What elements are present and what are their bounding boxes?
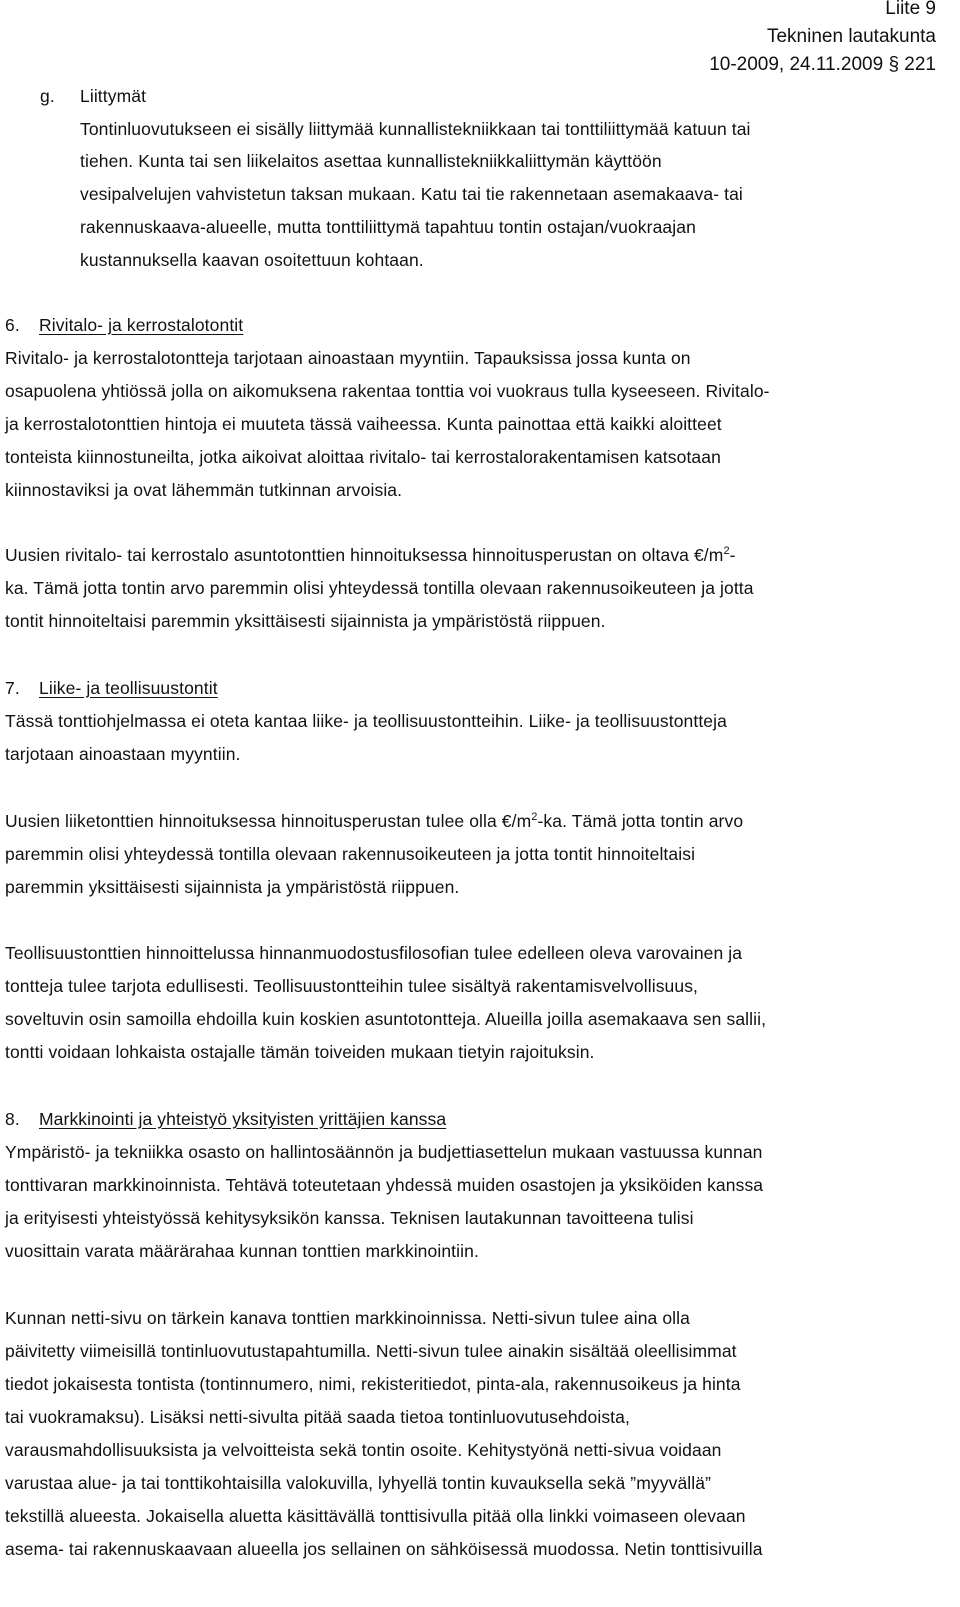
text-line: tontit hinnoiteltaisi paremmin yksittäisesti sijainnista ja ympäristöstä riippuen. [5,611,606,631]
text-line: Ympäristö- ja tekniikka osasto on hallintosäännön ja budjettiasettelun mukaan vastuussa kunnan [5,1142,763,1162]
section-8-heading [5,1107,446,1131]
text-fragment: -ka. Tämä jotta tontin arvo [537,811,744,831]
text-line: tekstillä alueesta. Jokaisella aluetta käsittävällä tonttisivulla pitää olla linkki voimaseen olevaan [5,1506,746,1526]
text-line: osapuolena yhtiössä jolla on aikomuksena rakentaa tonttia voi vuokraus tulla kyseeseen. Rivitalo- [5,381,770,401]
text-line: ja kerrostalotonttien hintoja ei muuteta tässä vaiheessa. Kunta painottaa että kaikki aloitteet [5,414,722,434]
appendix-label: Liite 9 [885,0,936,19]
text-line: tonttivaran markkinoinnista. Tehtävä toteutetaan yhdessä muiden osastojen ja yksiköiden kanssa [5,1175,764,1195]
section-8-title: Markkinointi ja yhteistyö yksityisten yrittäjien kanssa [39,1109,447,1129]
text-line: tai vuokramaksu). Lisäksi netti-sivulta pitää saada tietoa tontinluovutusehdoista, [5,1407,630,1427]
meeting-reference: 10-2009, 24.11.2009 § 221 [709,54,936,75]
text-line: vesipalvelujen vahvistetun taksan mukaan. Katu tai tie rakennetaan asemakaava- tai [80,184,743,204]
text-line: päivitetty viimeisillä tontinluovutustapahtumilla. Netti-sivun tulee ainakin sisältää oleellisimmat [5,1341,737,1361]
text-line: asema- tai rakennuskaavaan alueella jos sellainen on sähköisessä muodossa. Netin tonttisivuilla [5,1539,763,1559]
section-7-title: Liike- ja teollisuustontit [39,678,218,698]
text-line: rakennuskaava-alueelle, mutta tonttiliittymä tapahtuu tontin ostajan/vuokraajan [80,217,696,237]
text-line: tarjotaan ainoastaan myyntiin. [5,744,241,764]
section-7-heading [5,676,218,700]
section-6-title: Rivitalo- ja kerrostalotontit [39,315,244,335]
text-line: ja erityisesti yhteistyössä kehitysyksikön kanssa. Teknisen lautakunnan tavoitteena tulisi [5,1208,694,1228]
text-line-with-superscript [5,809,743,833]
text-line: varustaa alue- ja tai tonttikohtaisilla valokuvilla, lyhyellä tontin kuvauksella sekä ”myyvällä” [5,1473,712,1493]
section-6-heading [5,313,243,337]
text-line: paremmin olisi yhteydessä tontilla olevaan rakennusoikeuteen ja jotta tontit hinnoiteltaisi [5,844,696,864]
text-line: kustannuksella kaavan osoitettuun kohtaan. [80,250,424,270]
section-g-title: Liittymät [80,86,147,106]
section-g-letter: g. [40,86,55,106]
text-line: tontti voidaan lohkaista ostajalle tämän toiveiden mukaan tietyin rajoituksin. [5,1042,595,1062]
section-7-number: 7. [5,678,20,698]
text-line: Teollisuustonttien hinnoittelussa hinnanmuodostusfilosofian tulee edelleen oleva varovainen ja [5,943,743,963]
text-line: tonteista kiinnostuneilta, jotka aikoivat aloittaa rivitalo- tai kerrostalorakentamisen katsotaan [5,447,721,467]
text-line: vuosittain varata määrärahaa kunnan tonttien markkinointiin. [5,1241,479,1261]
section-6-number: 6. [5,315,20,335]
text-fragment: Uusien liiketonttien hinnoituksessa hinnoitusperustan tulee olla €/m [5,811,532,831]
text-line-with-superscript [5,543,736,567]
text-line: kiinnostaviksi ja ovat lähemmän tutkinnan arvoisia. [5,480,403,500]
text-line: tiehen. Kunta tai sen liikelaitos asettaa kunnallistekniikkaliittymän käyttöön [80,151,662,171]
text-line: tiedot jokaisesta tontista (tontinnumero, nimi, rekisteritiedot, pinta-ala, rakennusoikeus ja hinta [5,1374,741,1394]
section-g-heading [40,84,55,108]
text-fragment: Uusien rivitalo- tai kerrostalo asuntotonttien hinnoituksessa hinnoitusperustan on oltava €/m [5,545,724,565]
text-line: soveltuvin osin samoilla ehdoilla kuin koskien asuntotontteja. Alueilla joilla asemakaava sen sallii, [5,1009,767,1029]
section-8-number: 8. [5,1109,20,1129]
text-line: varausmahdollisuuksista ja velvoitteista sekä tontin osoite. Kehitystyönä netti-sivua voidaan [5,1440,722,1460]
text-line: Rivitalo- ja kerrostalotontteja tarjotaan ainoastaan myyntiin. Tapauksissa jossa kunta on [5,348,691,368]
text-line: Tontinluovutukseen ei sisälly liittymää kunnallistekniikkaan tai tonttiliittymää katuun tai [80,119,751,139]
text-line: paremmin yksittäisesti sijainnista ja ympäristöstä riippuen. [5,877,460,897]
text-fragment: - [729,545,736,565]
superscript: 2 [723,545,730,557]
text-line: Kunnan netti-sivu on tärkein kanava tonttien markkinoinnissa. Netti-sivun tulee aina olla [5,1308,690,1328]
text-line: ka. Tämä jotta tontin arvo paremmin olisi yhteydessä tontilla olevaan rakennusoikeuteen ja jotta [5,578,754,598]
committee-name: Tekninen lautakunta [766,26,936,47]
text-line: Tässä tonttiohjelmassa ei oteta kantaa liike- ja teollisuustontteihin. Liike- ja teollisuustontteja [5,711,727,731]
superscript: 2 [531,811,538,823]
text-line: tontteja tulee tarjota edullisesti. Teollisuustontteihin tulee sisältyä rakentamisvelvollisuus, [5,976,699,996]
